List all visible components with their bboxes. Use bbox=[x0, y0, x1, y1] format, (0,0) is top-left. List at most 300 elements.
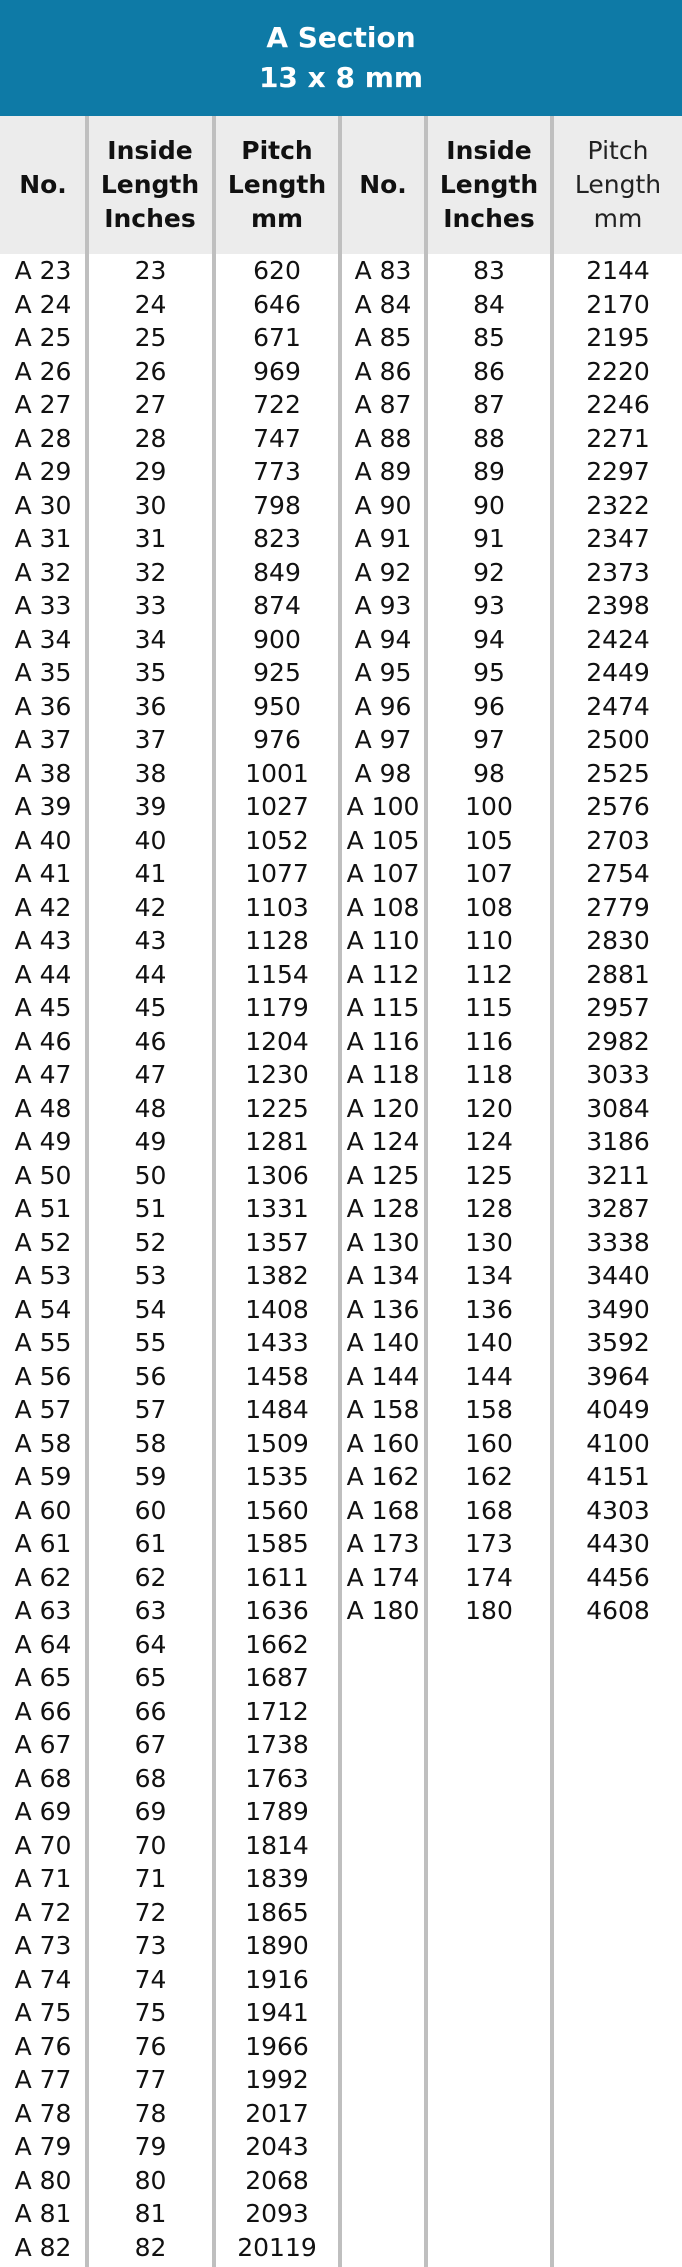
belt-number-cell: A 43 bbox=[14, 926, 72, 955]
pitch-length-cell: 1357 bbox=[245, 1227, 309, 1257]
inside-length-cell: 57 bbox=[134, 1395, 167, 1424]
pitch-length-cell: 1738 bbox=[245, 1730, 309, 1759]
belt-number-cell: A 71 bbox=[14, 1864, 72, 1893]
belt-number-cell: A 53 bbox=[14, 1261, 72, 1290]
pitch-length-cell: 1077 bbox=[245, 859, 309, 888]
pitch-length-cell: 3084 bbox=[586, 1093, 650, 1123]
column-left-no bbox=[0, 254, 86, 2264]
inside-length-cell: 56 bbox=[134, 1361, 167, 1391]
belt-number-cell: A 64 bbox=[14, 1629, 72, 1659]
pitch-length-cell: 2703 bbox=[586, 825, 650, 855]
inside-length-cell: 115 bbox=[465, 993, 513, 1022]
inside-length-cell: 84 bbox=[473, 289, 505, 319]
belt-number-cell: A 59 bbox=[14, 1462, 72, 1491]
inside-length-cell: 72 bbox=[134, 1897, 167, 1927]
belt-number-cell: A 120 bbox=[346, 1093, 420, 1123]
pitch-length-cell: 3033 bbox=[586, 1060, 650, 1089]
belt-number-cell: A 92 bbox=[354, 557, 412, 587]
pitch-length-cell: 2017 bbox=[245, 2098, 309, 2128]
belt-number-cell: A 118 bbox=[346, 1060, 420, 1089]
pitch-length-cell: 4151 bbox=[586, 1462, 650, 1491]
header-pitch-length-2-line3: mm bbox=[593, 204, 643, 233]
pitch-length-cell: 3490 bbox=[586, 1294, 650, 1324]
belt-number-cell: A 47 bbox=[14, 1060, 72, 1089]
pitch-length-cell: 1636 bbox=[245, 1596, 309, 1625]
belt-number-cell: A 107 bbox=[346, 859, 420, 888]
inside-length-cell: 134 bbox=[465, 1261, 513, 1290]
pitch-length-cell: 4049 bbox=[586, 1395, 650, 1424]
belt-number-cell: A 28 bbox=[14, 423, 72, 453]
belt-number-cell: A 60 bbox=[14, 1495, 72, 1525]
pitch-length-cell: 2271 bbox=[586, 423, 650, 453]
belt-number-cell: A 63 bbox=[14, 1596, 72, 1625]
belt-number-cell: A 67 bbox=[14, 1730, 72, 1759]
inside-length-cell: 68 bbox=[134, 1763, 167, 1793]
header-pitch-length-2-line1: Pitch bbox=[587, 136, 649, 165]
belt-number-cell: A 95 bbox=[354, 658, 412, 687]
belt-number-cell: A 93 bbox=[354, 591, 412, 620]
belt-number-cell: A 91 bbox=[354, 524, 412, 553]
header-inside-length-line1: Inside bbox=[107, 136, 193, 165]
pitch-length-cell: 2398 bbox=[586, 591, 650, 620]
pitch-length-cell: 3211 bbox=[586, 1160, 650, 1190]
inside-length-cell: 61 bbox=[134, 1529, 167, 1558]
belt-number-cell: A 86 bbox=[354, 356, 412, 386]
belt-number-cell: A 27 bbox=[14, 390, 72, 419]
inside-length-cell: 39 bbox=[134, 792, 167, 821]
inside-length-cell: 66 bbox=[134, 1696, 167, 1726]
inside-length-cell: 52 bbox=[134, 1227, 167, 1257]
pitch-length-cell: 1865 bbox=[245, 1897, 309, 1927]
header-inside-length-2-line1: Inside bbox=[446, 136, 532, 165]
inside-length-cell: 173 bbox=[465, 1529, 513, 1558]
belt-number-cell: A 110 bbox=[346, 926, 420, 955]
inside-length-cell: 67 bbox=[134, 1730, 167, 1759]
inside-length-cell: 180 bbox=[465, 1596, 513, 1625]
inside-length-cell: 35 bbox=[134, 658, 167, 687]
inside-length-cell: 116 bbox=[465, 1026, 513, 1056]
belt-number-cell: A 37 bbox=[14, 725, 72, 754]
pitch-length-cell: 1458 bbox=[245, 1361, 309, 1391]
belt-number-cell: A 65 bbox=[14, 1663, 72, 1692]
belt-number-cell: A 41 bbox=[14, 859, 72, 888]
belt-number-cell: A 130 bbox=[346, 1227, 420, 1257]
pitch-length-cell: 773 bbox=[253, 457, 301, 486]
belt-number-cell: A 73 bbox=[14, 1931, 72, 1960]
inside-length-cell: 162 bbox=[465, 1462, 513, 1491]
inside-length-cell: 89 bbox=[473, 457, 505, 486]
inside-length-cell: 82 bbox=[134, 2232, 167, 2262]
belt-number-cell: A 61 bbox=[14, 1529, 72, 1558]
belt-number-cell: A 112 bbox=[346, 959, 420, 989]
belt-number-cell: A 108 bbox=[346, 892, 420, 922]
pitch-length-cell: 2881 bbox=[586, 959, 650, 989]
pitch-length-cell: 1585 bbox=[245, 1529, 309, 1558]
inside-length-cell: 78 bbox=[134, 2098, 167, 2128]
pitch-length-cell: 2525 bbox=[586, 758, 650, 788]
inside-length-cell: 49 bbox=[134, 1127, 167, 1156]
inside-length-cell: 90 bbox=[473, 490, 505, 520]
belt-number-cell: A 80 bbox=[14, 2165, 72, 2195]
inside-length-cell: 93 bbox=[473, 591, 505, 620]
belt-number-cell: A 79 bbox=[14, 2132, 72, 2161]
inside-length-cell: 88 bbox=[473, 423, 505, 453]
belt-number-cell: A 90 bbox=[354, 490, 412, 520]
belt-number-cell: A 69 bbox=[14, 1797, 72, 1826]
inside-length-cell: 110 bbox=[465, 926, 513, 955]
belt-number-cell: A 75 bbox=[14, 1998, 72, 2027]
header-pitch-length-line2: Length bbox=[227, 170, 327, 199]
belt-number-cell: A 96 bbox=[354, 691, 412, 721]
pitch-length-cell: 2830 bbox=[586, 926, 650, 955]
inside-length-cell: 96 bbox=[473, 691, 505, 721]
pitch-length-cell: 1331 bbox=[245, 1194, 309, 1223]
pitch-length-cell: 646 bbox=[253, 289, 301, 319]
header-no-label: No. bbox=[19, 170, 67, 199]
pitch-length-cell: 1179 bbox=[245, 993, 309, 1022]
pitch-length-cell: 2474 bbox=[586, 691, 650, 721]
pitch-length-cell: 20119 bbox=[237, 2232, 317, 2262]
inside-length-cell: 59 bbox=[134, 1462, 167, 1491]
belt-number-cell: A 25 bbox=[14, 323, 72, 352]
belt-number-cell: A 115 bbox=[346, 993, 420, 1022]
column-right-mm bbox=[554, 254, 682, 1628]
belt-number-cell: A 30 bbox=[14, 490, 72, 520]
inside-length-cell: 94 bbox=[473, 624, 505, 654]
pitch-length-cell: 1916 bbox=[245, 1964, 309, 1994]
inside-length-cell: 36 bbox=[134, 691, 167, 721]
pitch-length-cell: 2043 bbox=[245, 2132, 309, 2161]
pitch-length-cell: 1814 bbox=[245, 1830, 309, 1860]
header-no bbox=[0, 116, 86, 254]
inside-length-cell: 76 bbox=[134, 2031, 167, 2061]
belt-number-cell: A 26 bbox=[14, 356, 72, 386]
inside-length-cell: 37 bbox=[134, 725, 167, 754]
inside-length-cell: 25 bbox=[134, 323, 167, 352]
section-name: A Section bbox=[266, 21, 416, 54]
inside-length-cell: 41 bbox=[134, 859, 167, 888]
belt-number-cell: A 124 bbox=[346, 1127, 420, 1156]
inside-length-cell: 63 bbox=[134, 1596, 167, 1625]
header-pitch-length-line1: Pitch bbox=[241, 136, 313, 165]
belt-number-cell: A 128 bbox=[346, 1194, 420, 1223]
pitch-length-cell: 2068 bbox=[245, 2165, 309, 2195]
inside-length-cell: 23 bbox=[134, 256, 167, 285]
pitch-length-cell: 1103 bbox=[245, 892, 309, 922]
inside-length-cell: 34 bbox=[134, 624, 167, 654]
belt-number-cell: A 168 bbox=[346, 1495, 420, 1525]
pitch-length-cell: 976 bbox=[253, 725, 301, 754]
inside-length-cell: 70 bbox=[134, 1830, 167, 1860]
belt-number-cell: A 34 bbox=[14, 624, 72, 654]
inside-length-cell: 85 bbox=[473, 323, 505, 352]
inside-length-cell: 46 bbox=[134, 1026, 167, 1056]
inside-length-cell: 74 bbox=[134, 1964, 167, 1994]
pitch-length-cell: 4100 bbox=[586, 1428, 650, 1458]
inside-length-cell: 92 bbox=[473, 557, 505, 587]
inside-length-cell: 97 bbox=[473, 725, 505, 754]
inside-length-cell: 27 bbox=[134, 390, 167, 419]
pitch-length-cell: 2170 bbox=[586, 289, 650, 319]
pitch-length-cell: 2754 bbox=[586, 859, 650, 888]
belt-number-cell: A 58 bbox=[14, 1428, 72, 1458]
inside-length-cell: 58 bbox=[134, 1428, 167, 1458]
inside-length-cell: 44 bbox=[134, 959, 167, 989]
belt-number-cell: A 66 bbox=[14, 1696, 72, 1726]
pitch-length-cell: 1052 bbox=[245, 825, 309, 855]
inside-length-cell: 60 bbox=[134, 1495, 167, 1525]
inside-length-cell: 144 bbox=[465, 1361, 513, 1391]
pitch-length-cell: 2246 bbox=[586, 390, 650, 419]
inside-length-cell: 124 bbox=[465, 1127, 513, 1156]
inside-length-cell: 64 bbox=[134, 1629, 167, 1659]
inside-length-cell: 47 bbox=[134, 1060, 167, 1089]
inside-length-cell: 128 bbox=[465, 1194, 513, 1223]
header-pitch-length-2-line2: Length bbox=[574, 170, 662, 199]
belt-number-cell: A 44 bbox=[14, 959, 72, 989]
pitch-length-cell: 2576 bbox=[586, 792, 650, 821]
pitch-length-cell: 1001 bbox=[245, 758, 309, 788]
belt-number-cell: A 78 bbox=[14, 2098, 72, 2128]
pitch-length-cell: 4430 bbox=[586, 1529, 650, 1558]
inside-length-cell: 24 bbox=[134, 289, 167, 319]
belt-number-cell: A 33 bbox=[14, 591, 72, 620]
belt-number-cell: A 72 bbox=[14, 1897, 72, 1927]
section-dimensions: 13 x 8 mm bbox=[258, 61, 424, 94]
inside-length-cell: 65 bbox=[134, 1663, 167, 1692]
belt-number-cell: A 48 bbox=[14, 1093, 72, 1123]
pitch-length-cell: 747 bbox=[253, 423, 301, 453]
header-inside-length-2-line2: Length bbox=[439, 170, 539, 199]
pitch-length-cell: 1789 bbox=[245, 1797, 309, 1826]
inside-length-cell: 38 bbox=[134, 758, 167, 788]
belt-number-cell: A 83 bbox=[354, 256, 412, 285]
inside-length-cell: 130 bbox=[465, 1227, 513, 1257]
table-body bbox=[0, 254, 682, 2267]
belt-number-cell: A 40 bbox=[14, 825, 72, 855]
pitch-length-cell: 1992 bbox=[245, 2065, 309, 2094]
pitch-length-cell: 1662 bbox=[245, 1629, 309, 1659]
belt-number-cell: A 180 bbox=[346, 1596, 420, 1625]
header-pitch-length-2 bbox=[554, 116, 682, 254]
inside-length-cell: 55 bbox=[134, 1328, 167, 1357]
belt-number-cell: A 45 bbox=[14, 993, 72, 1022]
inside-length-cell: 29 bbox=[134, 457, 167, 486]
belt-number-cell: A 105 bbox=[346, 825, 420, 855]
pitch-length-cell: 1128 bbox=[245, 926, 309, 955]
belt-number-cell: A 136 bbox=[346, 1294, 420, 1324]
inside-length-cell: 48 bbox=[134, 1093, 167, 1123]
belt-number-cell: A 85 bbox=[354, 323, 412, 352]
pitch-length-cell: 1027 bbox=[245, 792, 309, 821]
belt-number-cell: A 24 bbox=[14, 289, 72, 319]
pitch-length-cell: 1281 bbox=[245, 1127, 309, 1156]
belt-number-cell: A 52 bbox=[14, 1227, 72, 1257]
inside-length-cell: 168 bbox=[465, 1495, 513, 1525]
belt-number-cell: A 49 bbox=[14, 1127, 72, 1156]
header-no-2-label: No. bbox=[359, 170, 407, 199]
inside-length-cell: 81 bbox=[134, 2199, 167, 2228]
pitch-length-cell: 1687 bbox=[245, 1663, 309, 1692]
pitch-length-cell: 1484 bbox=[245, 1395, 309, 1424]
belt-number-cell: A 56 bbox=[14, 1361, 72, 1391]
inside-length-cell: 140 bbox=[465, 1328, 513, 1357]
inside-length-cell: 125 bbox=[465, 1160, 513, 1190]
belt-number-cell: A 158 bbox=[346, 1395, 420, 1424]
inside-length-cell: 51 bbox=[134, 1194, 167, 1223]
inside-length-cell: 100 bbox=[465, 792, 513, 821]
pitch-length-cell: 874 bbox=[253, 591, 301, 620]
belt-number-cell: A 173 bbox=[346, 1529, 420, 1558]
column-left-mm bbox=[216, 254, 338, 2264]
belt-number-cell: A 88 bbox=[354, 423, 412, 453]
belt-number-cell: A 36 bbox=[14, 691, 72, 721]
belt-number-cell: A 162 bbox=[346, 1462, 420, 1491]
inside-length-cell: 98 bbox=[473, 758, 505, 788]
pitch-length-cell: 1839 bbox=[245, 1864, 309, 1893]
pitch-length-cell: 4303 bbox=[586, 1495, 650, 1525]
pitch-length-cell: 2347 bbox=[586, 524, 650, 553]
pitch-length-cell: 1408 bbox=[245, 1294, 309, 1324]
belt-number-cell: A 38 bbox=[14, 758, 72, 788]
inside-length-cell: 40 bbox=[134, 825, 167, 855]
inside-length-cell: 33 bbox=[134, 591, 167, 620]
pitch-length-cell: 1966 bbox=[245, 2031, 309, 2061]
belt-number-cell: A 174 bbox=[346, 1562, 420, 1592]
header-pitch-length bbox=[216, 116, 338, 254]
inside-length-cell: 107 bbox=[465, 859, 513, 888]
belt-number-cell: A 29 bbox=[14, 457, 72, 486]
pitch-length-cell: 3440 bbox=[586, 1261, 650, 1290]
belt-number-cell: A 97 bbox=[354, 725, 412, 754]
inside-length-cell: 87 bbox=[473, 390, 505, 419]
inside-length-cell: 108 bbox=[465, 892, 513, 922]
pitch-length-cell: 1941 bbox=[245, 1998, 309, 2027]
column-right-inches bbox=[428, 254, 550, 1628]
belt-number-cell: A 57 bbox=[14, 1395, 72, 1424]
pitch-length-cell: 4608 bbox=[586, 1596, 650, 1625]
section-title bbox=[0, 0, 682, 116]
header-no-2 bbox=[342, 116, 424, 254]
belt-number-cell: A 140 bbox=[346, 1328, 420, 1357]
belt-number-cell: A 125 bbox=[346, 1160, 420, 1190]
belt-number-cell: A 116 bbox=[346, 1026, 420, 1056]
belt-number-cell: A 87 bbox=[354, 390, 412, 419]
inside-length-cell: 174 bbox=[465, 1562, 513, 1592]
belt-number-cell: A 42 bbox=[14, 892, 72, 922]
pitch-length-cell: 1306 bbox=[245, 1160, 309, 1190]
inside-length-cell: 28 bbox=[134, 423, 167, 453]
belt-number-cell: A 76 bbox=[14, 2031, 72, 2061]
belt-number-cell: A 82 bbox=[14, 2232, 72, 2262]
pitch-length-cell: 2144 bbox=[586, 256, 650, 285]
belt-number-cell: A 134 bbox=[346, 1261, 420, 1290]
pitch-length-cell: 1154 bbox=[245, 959, 309, 989]
belt-number-cell: A 32 bbox=[14, 557, 72, 587]
inside-length-cell: 30 bbox=[134, 490, 167, 520]
belt-number-cell: A 46 bbox=[14, 1026, 72, 1056]
inside-length-cell: 105 bbox=[465, 825, 513, 855]
inside-length-cell: 69 bbox=[134, 1797, 167, 1826]
column-right-no bbox=[342, 254, 424, 1628]
pitch-length-cell: 3338 bbox=[586, 1227, 650, 1257]
inside-length-cell: 42 bbox=[134, 892, 167, 922]
belt-number-cell: A 51 bbox=[14, 1194, 72, 1223]
belt-number-cell: A 160 bbox=[346, 1428, 420, 1458]
header-pitch-length-line3: mm bbox=[250, 204, 304, 233]
belt-number-cell: A 84 bbox=[354, 289, 412, 319]
pitch-length-cell: 671 bbox=[253, 323, 301, 352]
inside-length-cell: 79 bbox=[134, 2132, 167, 2161]
inside-length-cell: 118 bbox=[465, 1060, 513, 1089]
pitch-length-cell: 925 bbox=[253, 658, 301, 687]
pitch-length-cell: 950 bbox=[253, 691, 301, 721]
belt-number-cell: A 55 bbox=[14, 1328, 72, 1357]
pitch-length-cell: 1611 bbox=[245, 1562, 309, 1592]
inside-length-cell: 80 bbox=[134, 2165, 167, 2195]
pitch-length-cell: 4456 bbox=[586, 1562, 650, 1592]
pitch-length-cell: 823 bbox=[253, 524, 301, 553]
pitch-length-cell: 1225 bbox=[245, 1093, 309, 1123]
pitch-length-cell: 900 bbox=[253, 624, 301, 654]
inside-length-cell: 91 bbox=[473, 524, 505, 553]
header-inside-length-line3: Inches bbox=[104, 204, 196, 233]
pitch-length-cell: 3287 bbox=[586, 1194, 650, 1223]
header-inside-length bbox=[88, 116, 212, 254]
pitch-length-cell: 2220 bbox=[586, 356, 650, 386]
belt-number-cell: A 39 bbox=[14, 792, 72, 821]
pitch-length-cell: 1560 bbox=[245, 1495, 309, 1525]
inside-length-cell: 26 bbox=[134, 356, 167, 386]
inside-length-cell: 73 bbox=[134, 1931, 167, 1960]
pitch-length-cell: 1509 bbox=[245, 1428, 309, 1458]
inside-length-cell: 158 bbox=[465, 1395, 513, 1424]
inside-length-cell: 77 bbox=[134, 2065, 167, 2094]
header-inside-length-2 bbox=[428, 116, 550, 254]
belt-number-cell: A 70 bbox=[14, 1830, 72, 1860]
pitch-length-cell: 2322 bbox=[586, 490, 650, 520]
inside-length-cell: 112 bbox=[465, 959, 513, 989]
pitch-length-cell: 1890 bbox=[245, 1931, 309, 1960]
inside-length-cell: 32 bbox=[134, 557, 167, 587]
pitch-length-cell: 3186 bbox=[586, 1127, 650, 1156]
belt-number-cell: A 94 bbox=[354, 624, 412, 654]
pitch-length-cell: 2957 bbox=[586, 993, 650, 1022]
inside-length-cell: 136 bbox=[465, 1294, 513, 1324]
pitch-length-cell: 2195 bbox=[586, 323, 650, 352]
pitch-length-cell: 1712 bbox=[245, 1696, 309, 1726]
inside-length-cell: 50 bbox=[134, 1160, 167, 1190]
belt-number-cell: A 77 bbox=[14, 2065, 72, 2094]
header-inside-length-2-line3: Inches bbox=[443, 204, 535, 233]
pitch-length-cell: 2449 bbox=[586, 658, 650, 687]
pitch-length-cell: 620 bbox=[253, 256, 301, 285]
inside-length-cell: 54 bbox=[134, 1294, 167, 1324]
pitch-length-cell: 969 bbox=[253, 356, 301, 386]
belt-number-cell: A 62 bbox=[14, 1562, 72, 1592]
header-inside-length-line2: Length bbox=[100, 170, 200, 199]
inside-length-cell: 31 bbox=[134, 524, 167, 553]
pitch-length-cell: 849 bbox=[253, 557, 301, 587]
pitch-length-cell: 2779 bbox=[586, 892, 650, 922]
column-left-inches bbox=[89, 254, 212, 2264]
belt-number-cell: A 50 bbox=[14, 1160, 72, 1190]
belt-number-cell: A 98 bbox=[354, 758, 412, 788]
inside-length-cell: 62 bbox=[134, 1562, 167, 1592]
inside-length-cell: 53 bbox=[134, 1261, 167, 1290]
pitch-length-cell: 2424 bbox=[586, 624, 650, 654]
pitch-length-cell: 722 bbox=[253, 390, 301, 419]
